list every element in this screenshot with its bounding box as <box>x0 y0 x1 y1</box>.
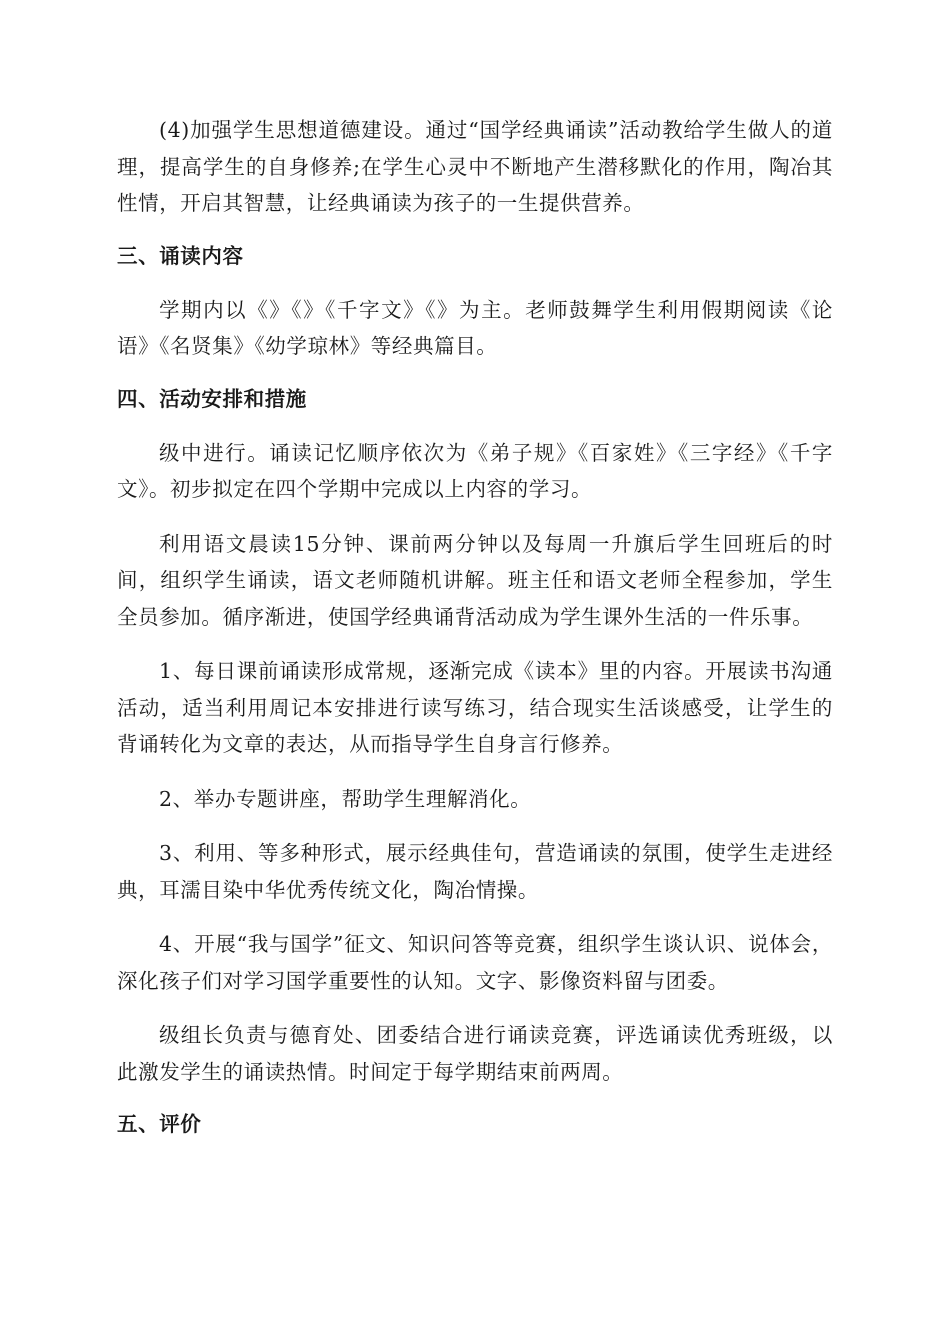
paragraph-item-2: 2、举办专题讲座，帮助学生理解消化。 <box>159 786 532 811</box>
paragraph-semester-texts: 学期内以《》《》《千字文》《》为主。老师鼓舞学生利用假期阅读《论语》《名贤集》《幼学琼林》等经典篇目。 <box>117 297 833 358</box>
heading-evaluation: 五、评价 <box>117 1112 202 1136</box>
paragraph-item-4: 4、开展“我与国学”征文、知识问答等竞赛，组织学生谈认识、说体会，深化孩子们对学习国学重要性的认知。文字、影像资料留与团委。 <box>117 932 833 993</box>
paragraph-moral-education: (4)加强学生思想道德建设。通过“国学经典诵读”活动教给学生做人的道理，提高学生的自身修养;在学生心灵中不断地产生潜移默化的作用，陶冶其性情，开启其智慧，让经典诵读为孩子的一生提供营养。 <box>117 118 833 215</box>
paragraph-item-3: 3、利用、等多种形式，展示经典佳句，营造诵读的氛围，使学生走进经典，耳濡目染中华优秀传统文化，陶冶情操。 <box>117 841 833 902</box>
heading-activity-arrangement: 四、活动安排和措施 <box>117 386 307 411</box>
heading-reading-content: 三、诵读内容 <box>117 243 244 268</box>
paragraph-reading-order: 级中进行。诵读记忆顺序依次为《弟子规》《百家姓》《三字经》《千字文》。初步拟定在四个学期中完成以上内容的学习。 <box>117 440 833 501</box>
paragraph-competition: 级组长负责与德育处、团委结合进行诵读竞赛，评选诵读优秀班级，以此激发学生的诵读热情。时间定于每学期结束前两周。 <box>117 1023 833 1084</box>
paragraph-reading-time: 利用语文晨读15分钟、课前两分钟以及每周一升旗后学生回班后的时间，组织学生诵读，语文老师随机讲解。班主任和语文老师全程参加，学生全员参加。循序渐进，使国学经典诵背活动成为学生课外生活的一件乐事。 <box>117 531 833 629</box>
paragraph-item-1: 1、每日课前诵读形成常规，逐渐完成《读本》里的内容。开展读书沟通活动，适当利用周记本安排进行读写练习，结合现实生活谈感受，让学生的背诵转化为文章的表达，从而指导学生自身言行修养。 <box>117 659 833 756</box>
